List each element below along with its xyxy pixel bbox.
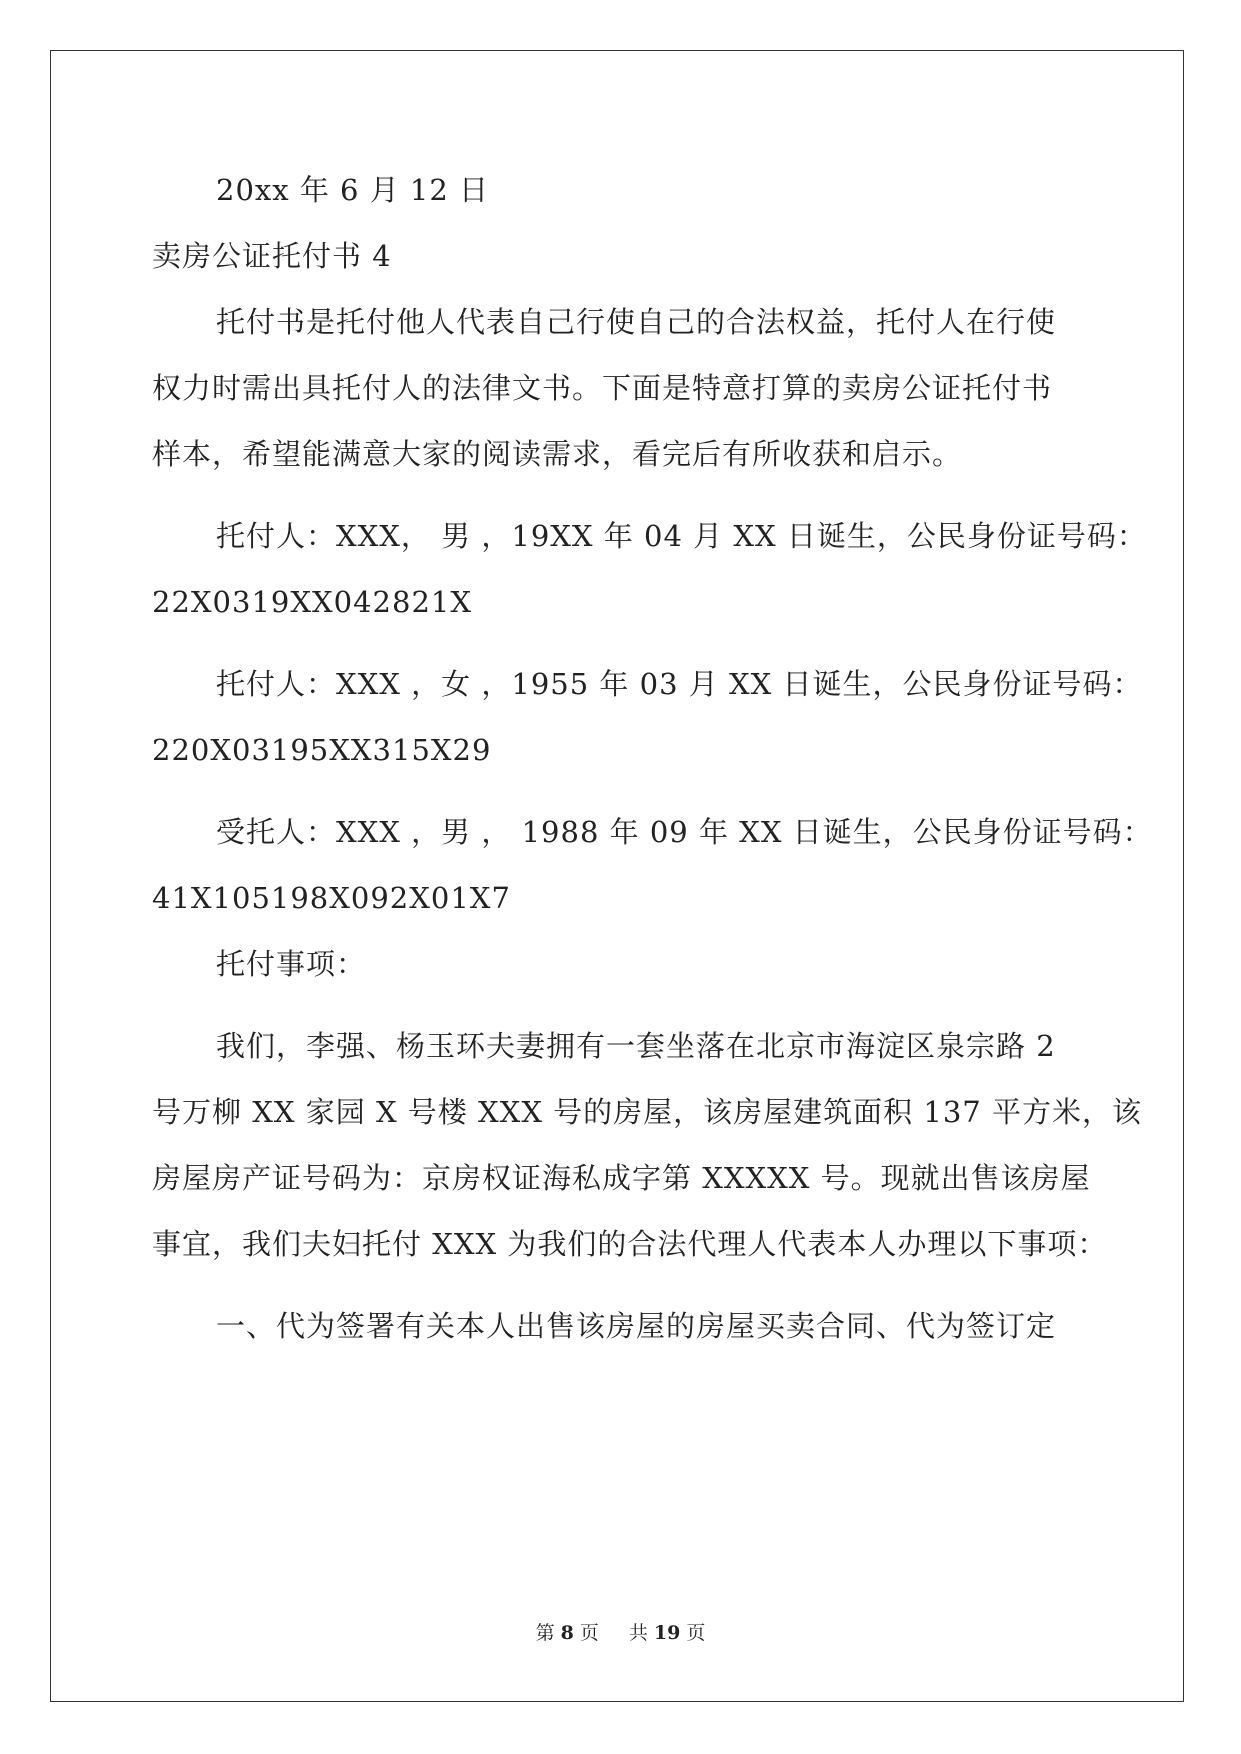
- page-number: 第 8 页: [535, 1622, 599, 1644]
- matters-heading: 托付事项：: [216, 947, 367, 981]
- paragraph-line: 样本，希望能满意大家的阅读需求，看完后有所收获和启示。: [152, 437, 963, 471]
- paragraph-line: 我们，李强、杨玉环夫妻拥有一套坐落在北京市海淀区泉宗路 2: [216, 1029, 1056, 1063]
- principal-1-line: 托付人：XXX， 男 ，19XX 年 04 月 XX 日诞生，公民身份证号码：: [216, 519, 1147, 553]
- item-one-line: 一、代为签署有关本人出售该房屋的房屋买卖合同、代为签订定: [216, 1309, 1057, 1343]
- principal-2-id: 220X03195XX315X29: [152, 733, 492, 767]
- page-footer: [0, 1620, 1241, 1646]
- page-border: [50, 50, 1184, 1702]
- principal-2-line: 托付人：XXX ，女 ，1955 年 03 月 XX 日诞生，公民身份证号码：: [216, 667, 1143, 701]
- principal-1-id: 22X0319XX042821X: [152, 585, 472, 619]
- page-total: 共 19 页: [628, 1622, 706, 1644]
- agent-line: 受托人：XXX ，男 ， 1988 年 09 年 XX 日诞生，公民身份证号码：: [216, 815, 1153, 849]
- paragraph-line: 房屋房产证号码为：京房权证海私成字第 XXXXX 号。现就出售该房屋: [152, 1161, 1091, 1195]
- paragraph-line: 托付书是托付他人代表自己行使自己的合法权益，托付人在行使: [216, 305, 1057, 339]
- paragraph-line: 权力时需出具托付人的法律文书。下面是特意打算的卖房公证托付书: [152, 371, 1053, 405]
- paragraph-line: 号万柳 XX 家园 X 号楼 XXX 号的房屋，该房屋建筑面积 137 平方米，该: [152, 1095, 1142, 1129]
- date-line: 20xx 年 6 月 12 日: [216, 173, 490, 207]
- paragraph-line: 事宜，我们夫妇托付 XXX 为我们的合法代理人代表本人办理以下事项：: [152, 1227, 1108, 1261]
- agent-id: 41X105198X092X01X7: [152, 881, 511, 915]
- section-title: 卖房公证托付书 4: [152, 239, 392, 273]
